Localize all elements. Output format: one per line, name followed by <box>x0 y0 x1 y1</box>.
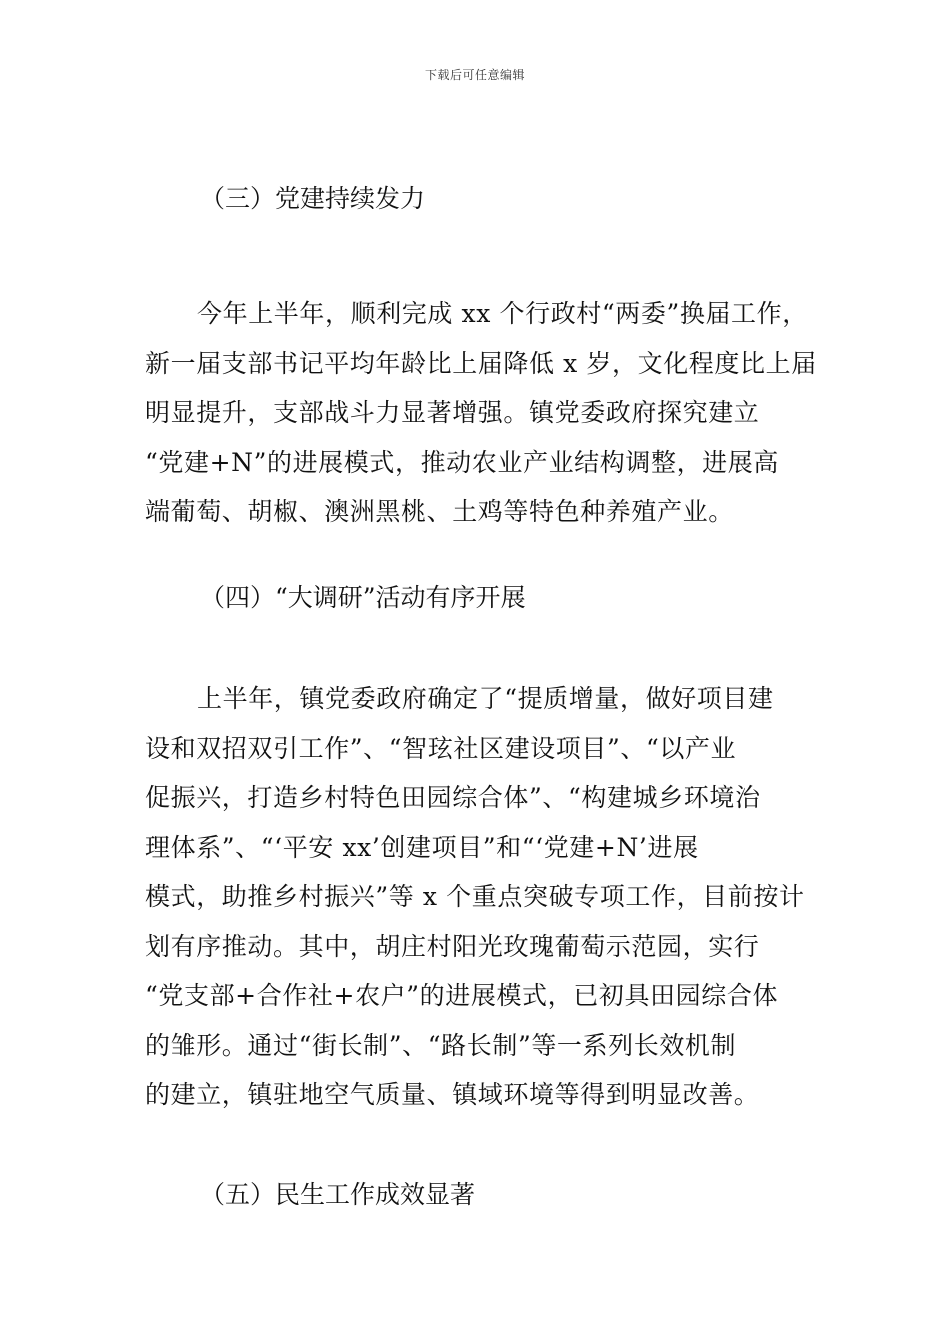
section-paragraph-4 <box>145 674 817 1120</box>
paragraph-line: 新一届支部书记平均年龄比上届降低 x 岁，文化程度比上届 <box>145 348 817 378</box>
paragraph-line: 促振兴，打造乡村特色田园综合体”、“构建城乡环境治 <box>145 783 761 812</box>
paragraph-line: 设和双招双引工作”、“智玹社区建设项目”、“以产业 <box>145 733 737 763</box>
page-header-note: 下载后可任意编辑 <box>424 68 525 82</box>
paragraph-line: 今年上半年，顺利完成 xx 个行政村“两委”换届工作， <box>197 299 808 328</box>
paragraph-line: 的建立，镇驻地空气质量、镇域环境等得到明显改善。 <box>145 1080 760 1109</box>
paragraph-line: 模式，助推乡村振兴”等 x 个重点突破专项工作，目前按计 <box>145 882 805 911</box>
section-heading-4: （四）“大调研”活动有序开展 <box>200 583 526 612</box>
paragraph-line: 划有序推动。其中，胡庄村阳光玫瑰葡萄示范园，实行 <box>145 931 760 961</box>
section-paragraph-3 <box>145 289 817 537</box>
paragraph-line: “党支部+合作社+农户”的进展模式，已初具田园综合体 <box>145 981 779 1010</box>
paragraph-line: 的雏形。通过“街长制”、“路长制”等一系列长效机制 <box>145 1030 737 1060</box>
paragraph-line: “党建+N”的进展模式，推动农业产业结构调整，进展高 <box>145 447 779 477</box>
section-heading-5: （五）民生工作成效显著 <box>200 1180 476 1209</box>
paragraph-line: 上半年，镇党委政府确定了“提质增量，做好项目建 <box>197 684 774 713</box>
paragraph-line: 理体系”、“‘平安 xx’创建项目”和“‘党建+N’进展 <box>145 832 699 862</box>
paragraph-line: 端葡萄、胡椒、澳洲黑桃、土鸡等特色种养殖产业。 <box>145 497 734 526</box>
paragraph-line: 明显提升，支部战斗力显著增强。镇党委政府探究建立 <box>145 398 760 427</box>
section-heading-3: （三）党建持续发力 <box>200 184 426 213</box>
